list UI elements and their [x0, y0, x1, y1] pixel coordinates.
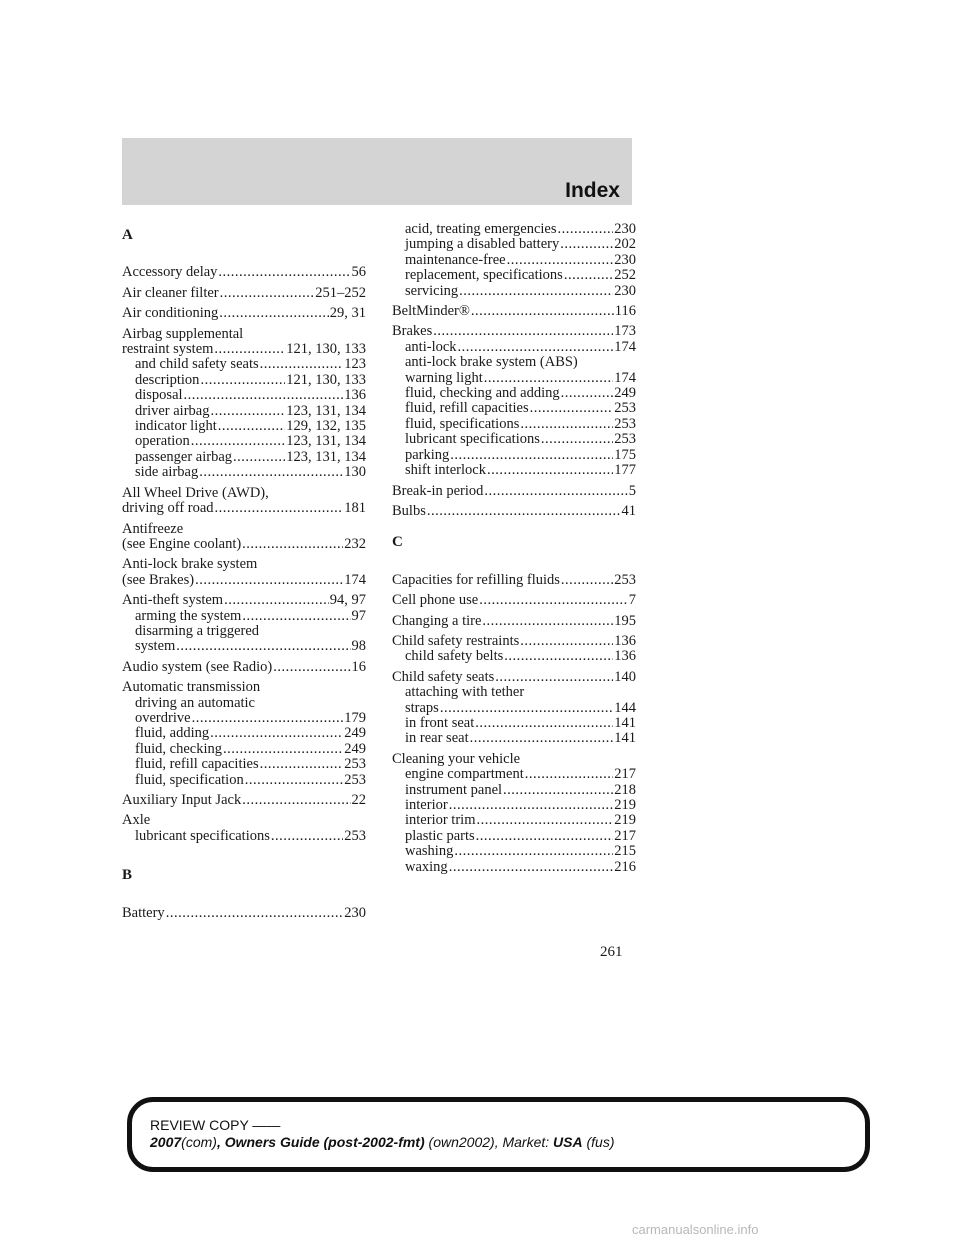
subentry-label: and child safety seats — [135, 356, 259, 373]
review-market: USA — [553, 1134, 583, 1150]
subentry-pages: 123, 131, 134 — [286, 433, 366, 450]
entry-pages: 41 — [621, 502, 636, 519]
subentry-label: acid, treating emergencies — [405, 221, 557, 237]
subentry-pages: 217 — [614, 766, 636, 783]
subentry-pages: 217 — [614, 827, 636, 844]
section-letter-b: B — [122, 867, 133, 884]
subentry-pages: 98 — [351, 638, 366, 655]
subentry-pages: 253 — [614, 415, 636, 432]
header-band — [122, 138, 632, 205]
index-entry — [392, 670, 636, 747]
index-entry — [392, 222, 636, 299]
entry-heading: Anti-lock brake system — [122, 556, 258, 573]
subentry-pages: 136 — [614, 648, 636, 665]
subentry-pages: 202 — [614, 236, 636, 253]
subentry-label: fluid, refill capacities — [405, 400, 529, 417]
entry-heading: Axle — [122, 812, 151, 829]
subentry-label: shift interlock — [405, 462, 486, 479]
subentry-pages: 141 — [614, 730, 636, 747]
index-column-left — [122, 222, 366, 926]
entry-label: Air cleaner filter — [122, 284, 219, 301]
subentry-heading: anti-lock brake system (ABS) — [405, 354, 578, 371]
subentry-pages: 215 — [614, 843, 636, 860]
entry-label: Child safety seats — [392, 668, 495, 685]
entry-label: Capacities for refilling fluids — [392, 571, 560, 588]
subentry-label: in rear seat — [405, 730, 469, 747]
subentry-label: driver airbag — [135, 402, 210, 419]
entry-label: Air conditioning — [122, 305, 219, 322]
subentry-pages: 130 — [344, 464, 366, 481]
subentry-pages: 253 — [344, 771, 366, 788]
subentry-label: plastic parts — [405, 827, 475, 844]
index-entry — [122, 660, 366, 675]
subentry-pages: 144 — [614, 699, 636, 716]
index-entry — [122, 593, 366, 655]
subentry-label: fluid, refill capacities — [135, 756, 259, 773]
entry-pages: 230 — [344, 904, 366, 921]
subentry-heading: driving an automatic — [135, 694, 255, 711]
index-entry — [122, 906, 366, 921]
index-entry — [122, 306, 366, 321]
entry-label: restraint system — [122, 341, 214, 358]
subentry-pages: 216 — [614, 858, 636, 875]
subentry-label: jumping a disabled battery — [405, 236, 560, 253]
subentry-pages: 252 — [614, 267, 636, 284]
subentry-pages: 174 — [614, 369, 636, 386]
entry-pages: 136 — [614, 632, 636, 649]
entry-label: Auxiliary Input Jack — [122, 792, 242, 808]
review-market-label: , Market: — [494, 1134, 554, 1150]
subentry-label: description — [135, 371, 200, 388]
entry-heading: Cleaning your vehicle — [392, 750, 521, 767]
entry-pages: 121, 130, 133 — [286, 341, 366, 358]
subentry-pages: 123 — [344, 356, 366, 373]
entry-heading: Antifreeze — [122, 520, 184, 537]
subentry-label: servicing — [405, 282, 459, 299]
index-entry — [122, 265, 366, 280]
entry-label: Child safety restraints — [392, 632, 520, 649]
index-entry — [392, 593, 636, 608]
subentry-pages: 253 — [344, 827, 366, 844]
subentry-label: interior — [405, 797, 448, 813]
entry-pages: 251–252 — [315, 284, 366, 301]
subentry-label: passenger airbag — [135, 448, 233, 465]
index-entry — [122, 486, 366, 517]
subentry-pages: 123, 131, 134 — [286, 402, 366, 419]
entry-heading: Automatic transmission — [122, 679, 261, 696]
subentry-label: fluid, checking — [135, 740, 222, 757]
subentry-label: fluid, specifications — [405, 415, 520, 432]
index-entry — [392, 504, 636, 519]
subentry-pages: 253 — [614, 431, 636, 448]
subentry-pages: 219 — [614, 812, 636, 829]
subentry-pages: 249 — [614, 385, 636, 402]
subentry-pages: 253 — [614, 400, 636, 417]
entry-pages: 140 — [614, 668, 636, 685]
index-entry — [392, 752, 636, 875]
subentry-label: overdrive — [135, 709, 191, 726]
subentry-label: maintenance-free — [405, 251, 506, 268]
index-entry — [122, 680, 366, 788]
subentry-label: arming the system — [135, 607, 242, 624]
review-com: (com) — [181, 1134, 217, 1150]
entry-label: (see Brakes) — [122, 571, 195, 588]
review-copy-details — [150, 1134, 615, 1150]
entry-label: Bulbs — [392, 502, 426, 519]
entry-label: Brakes — [392, 323, 433, 340]
page-title: Index — [565, 179, 620, 202]
watermark-url: carmanualsonline.info — [632, 1222, 759, 1237]
subentry-label: system — [135, 638, 176, 655]
subentry-pages: 179 — [344, 709, 366, 726]
section-letter-c: C — [392, 534, 403, 551]
subentry-label: parking — [405, 446, 450, 463]
entry-label: Cell phone use — [392, 592, 479, 609]
index-entry — [392, 573, 636, 588]
subentry-label: straps — [405, 699, 439, 716]
subentry-pages: 230 — [614, 251, 636, 268]
subentry-label: instrument panel — [405, 781, 503, 798]
index-entry — [392, 614, 636, 629]
subentry-label: replacement, specifications — [405, 267, 563, 284]
entry-pages: 29, 31 — [329, 305, 366, 322]
entry-pages: 181 — [344, 500, 366, 517]
subentry-pages: 175 — [614, 446, 636, 463]
entry-heading: Airbag supplemental — [122, 325, 244, 342]
entry-pages: 16 — [351, 658, 366, 675]
review-guide: , Owners Guide (post-2002-fmt) — [216, 1134, 425, 1150]
subentry-label: washing — [405, 843, 454, 860]
subentry-label: operation — [135, 433, 190, 450]
subentry-heading: disarming a triggered — [135, 622, 260, 639]
subentry-pages: 129, 132, 135 — [286, 418, 366, 435]
review-own: (own2002) — [424, 1134, 495, 1150]
entry-pages: 253 — [614, 571, 636, 588]
subentry-pages: 141 — [614, 714, 636, 731]
subentry-pages: 218 — [614, 781, 636, 798]
subentry-pages: 249 — [344, 725, 366, 742]
subentry-label: anti-lock — [405, 338, 457, 355]
subentry-pages: 249 — [344, 740, 366, 757]
subentry-label: in front seat — [405, 714, 475, 731]
review-copy-box — [127, 1097, 870, 1172]
section-letter-a: A — [122, 227, 133, 243]
review-copy-label: REVIEW COPY —— — [150, 1117, 281, 1133]
entry-pages: 232 — [344, 535, 366, 552]
entry-label: Accessory delay — [122, 264, 218, 281]
subentry-pages: 97 — [351, 607, 366, 624]
subentry-heading: attaching with tether — [405, 684, 525, 701]
entry-pages: 94, 97 — [329, 592, 366, 609]
entry-pages: 7 — [628, 592, 636, 609]
index-entry — [392, 304, 636, 319]
index-entry — [122, 793, 366, 808]
index-entry — [122, 813, 366, 844]
index-entry — [392, 634, 636, 665]
entry-label: driving off road — [122, 500, 214, 517]
entry-pages: 174 — [344, 571, 366, 588]
index-entry — [122, 327, 366, 481]
subentry-pages: 136 — [344, 387, 366, 404]
entry-label: Changing a tire — [392, 612, 482, 629]
subentry-pages: 219 — [614, 797, 636, 813]
index-column-right — [392, 222, 636, 880]
subentry-label: fluid, adding — [135, 725, 210, 742]
entry-label: Break-in period — [392, 482, 484, 499]
subentry-pages: 121, 130, 133 — [286, 371, 366, 388]
subentry-label: indicator light — [135, 418, 217, 435]
entry-pages: 22 — [351, 792, 366, 808]
subentry-label: disposal — [135, 387, 183, 404]
subentry-pages: 253 — [344, 756, 366, 773]
subentry-label: fluid, checking and adding — [405, 385, 560, 402]
subentry-label: waxing — [405, 858, 448, 875]
index-entry — [122, 557, 366, 588]
subentry-label: lubricant specifications — [135, 827, 270, 844]
entry-label: Audio system (see Radio) — [122, 658, 273, 675]
subentry-label: interior trim — [405, 812, 476, 829]
entry-label: BeltMinder® — [392, 303, 470, 320]
subentry-label: child safety belts — [405, 648, 504, 665]
entry-label: Battery — [122, 904, 165, 921]
subentry-pages: 123, 131, 134 — [286, 448, 366, 465]
review-year: 2007 — [150, 1134, 182, 1150]
subentry-label: side airbag — [135, 464, 199, 481]
subentry-pages: 230 — [614, 221, 636, 237]
entry-label: Anti-theft system — [122, 592, 224, 609]
index-entry — [392, 484, 636, 499]
subentry-pages: 174 — [614, 338, 636, 355]
page-number: 261 — [600, 944, 623, 960]
subentry-label: fluid, specification — [135, 771, 244, 788]
entry-pages: 195 — [614, 612, 636, 629]
index-entry — [392, 324, 636, 478]
subentry-pages: 230 — [614, 282, 636, 299]
index-entry — [122, 286, 366, 301]
subentry-label: engine compartment — [405, 766, 524, 783]
entry-pages: 56 — [351, 264, 366, 281]
entry-pages: 173 — [614, 323, 636, 340]
entry-label: (see Engine coolant) — [122, 535, 242, 552]
entry-pages: 5 — [628, 482, 636, 499]
review-fus: (fus) — [582, 1134, 615, 1150]
entry-heading: All Wheel Drive (AWD), — [122, 484, 269, 501]
entry-pages: 116 — [614, 303, 636, 320]
subentry-label: warning light — [405, 369, 483, 386]
subentry-pages: 177 — [614, 462, 636, 479]
index-entry — [122, 522, 366, 553]
subentry-label: lubricant specifications — [405, 431, 540, 448]
